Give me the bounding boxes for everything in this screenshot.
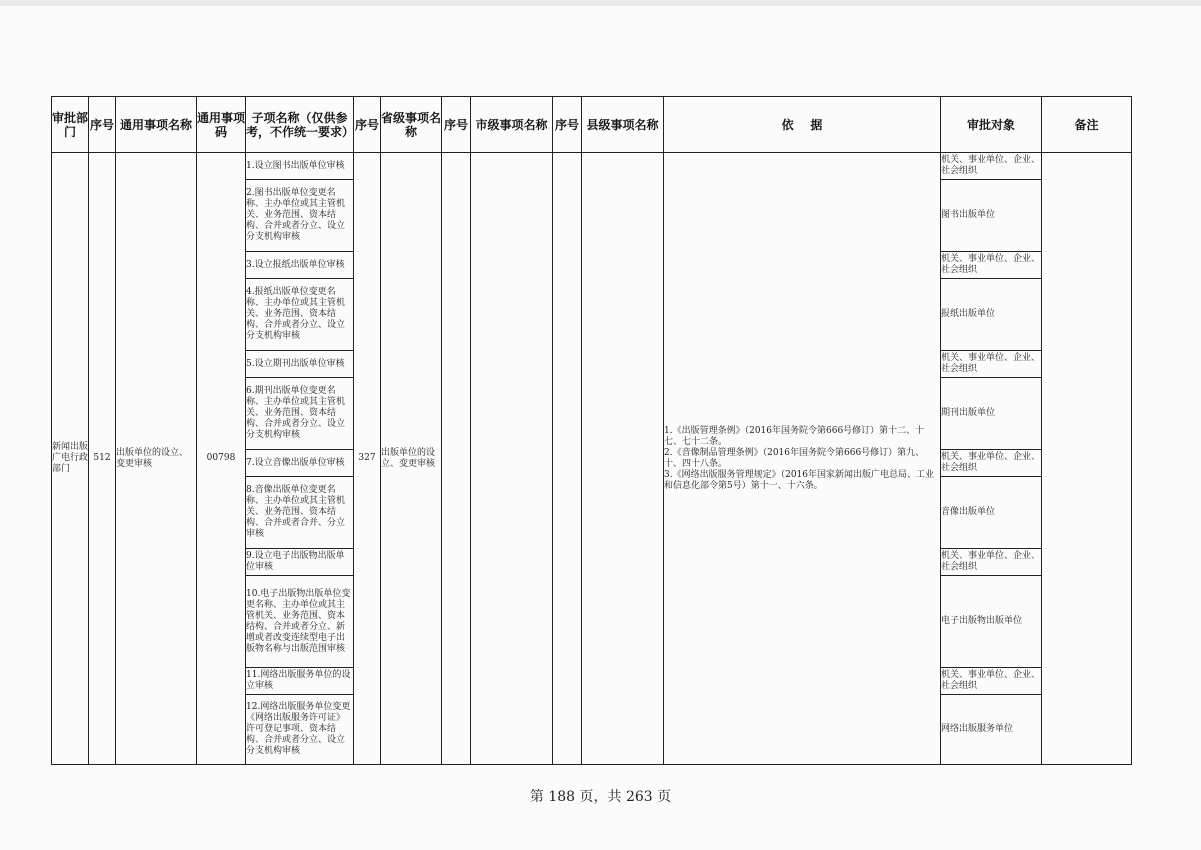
header-seq: 序号 [89,97,116,153]
sub-item-name: 5.设立期刊出版单位审核 [246,351,354,378]
header-seq-3: 序号 [442,97,471,153]
province-seq-cell: 327 [354,153,381,765]
sub-item-name: 9.设立电子出版物出版单位审核 [246,549,354,576]
header-general-code: 通用事项码 [197,97,246,153]
county-name-cell [582,153,664,765]
header-object: 审批对象 [941,97,1042,153]
header-dept: 审批部门 [52,97,89,153]
header-sub-name: 子项名称（仅供参考，不作统一要求） [246,97,354,153]
city-name-cell [471,153,553,765]
basis-line: 1.《出版管理条例》（2016年国务院令第666号修订）第十二、十七、七十二条。 [664,425,925,447]
approval-object: 音像出版单位 [941,477,1042,549]
approval-table [51,96,1132,765]
remark-cell [1042,153,1132,765]
header-remark: 备注 [1042,97,1132,153]
general-code-cell: 00798 [197,153,246,765]
approval-object: 机关、事业单位、企业、社会组织 [941,351,1042,378]
sub-item-name: 12.网络出版服务单位变更《网络出版服务许可证》许可登记事项、资本结构、合并或者分立、设立分支机构审核 [246,695,354,765]
sub-item-name: 1.设立图书出版单位审核 [246,153,354,180]
general-name-cell: 出版单位的设立、变更审核 [116,153,197,765]
seq-cell: 512 [89,153,116,765]
sub-item-name: 11.网络出版服务单位的设立审核 [246,668,354,695]
approval-object: 机关、事业单位、企业、社会组织 [941,252,1042,279]
approval-object: 期刊出版单位 [941,378,1042,450]
sub-item-name: 4.报纸出版单位变更名称、主办单位或其主管机关、业务范围、资本结构、合并或者分立、设立分支机构审核 [246,279,354,351]
header-general-name: 通用事项名称 [116,97,197,153]
sub-item-name: 6.期刊出版单位变更名称、主办单位或其主管机关、业务范围、资本结构、合并或者分立、设立分支机构审核 [246,378,354,450]
approval-object: 图书出版单位 [941,180,1042,252]
basis-cell [664,153,941,765]
approval-object: 机关、事业单位、企业、社会组织 [941,549,1042,576]
sub-item-name: 8.音像出版单位变更名称、主办单位或其主管机关、业务范围、资本结构、合并或者合并、分立审核 [246,477,354,549]
approval-object: 机关、事业单位、企业、社会组织 [941,450,1042,477]
approval-object: 网络出版服务单位 [941,695,1042,765]
approval-object: 报纸出版单位 [941,279,1042,351]
table-row [52,153,1132,180]
header-seq-4: 序号 [553,97,582,153]
province-name-cell: 出版单位的设立、变更审核 [381,153,442,765]
sub-item-name: 10.电子出版物出版单位变更名称、主办单位或其主管机关、业务范围、资本结构、合并或者分立、新增或者改变连续型电子出版物名称与出版范围审核 [246,576,354,668]
sub-item-name: 3.设立报纸出版单位审核 [246,252,354,279]
header-county-name: 县级事项名称 [582,97,664,153]
basis-line: 3.《网络出版服务管理规定》（2016年国家新闻出版广电总局、工业和信息化部令第5号）第十一、十六条。 [664,469,934,491]
header-basis: 依 据 [664,97,941,153]
basis-line: 2.《音像制品管理条例》（2016年国务院令第666号修订）第九、十、四十八条。 [664,447,925,469]
sub-item-name: 2.图书出版单位变更名称、主办单位或其主管机关、业务范围、资本结构、合并或者分立、设立分支机构审核 [246,180,354,252]
header-province-name: 省级事项名称 [381,97,442,153]
table-body [52,153,1132,765]
city-seq-cell [442,153,471,765]
dept-cell: 新闻出版广电行政部门 [52,153,89,765]
approval-object: 机关、事业单位、企业、社会组织 [941,153,1042,180]
page-footer: 第 188 页，共 263 页 [529,789,672,805]
approval-object: 机关、事业单位、企业、社会组织 [941,668,1042,695]
header-row [52,97,1132,153]
approval-object: 电子出版物出版单位 [941,576,1042,668]
sub-item-name: 7.设立音像出版单位审核 [246,450,354,477]
header-city-name: 市级事项名称 [471,97,553,153]
scan-edge [0,0,1201,6]
county-seq-cell [553,153,582,765]
header-seq-2: 序号 [354,97,381,153]
